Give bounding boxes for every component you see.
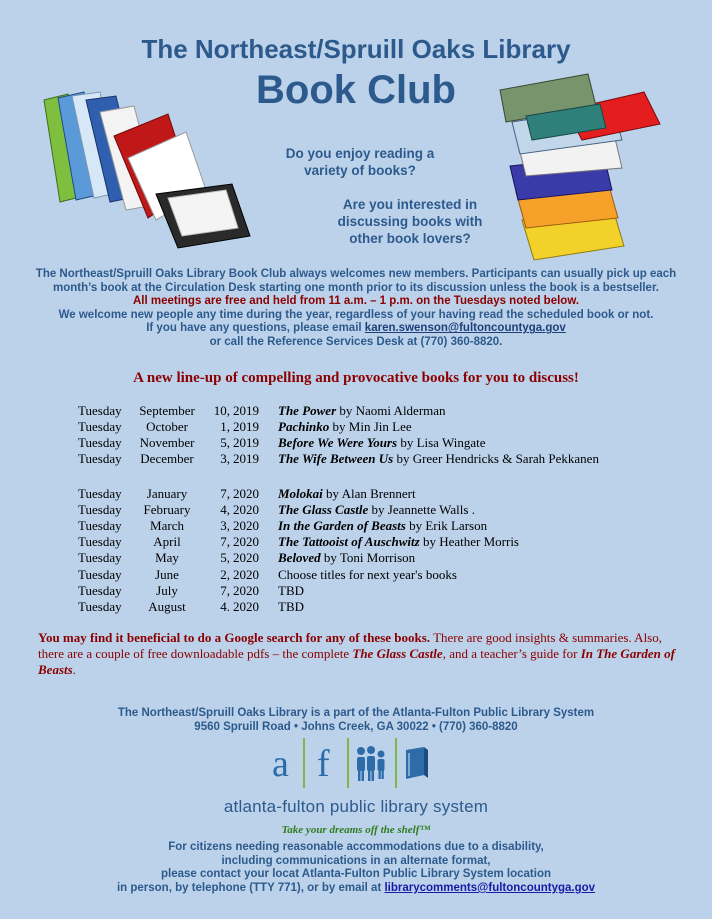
meeting-month: February: [143, 502, 191, 517]
meeting-day: Tuesday: [78, 435, 122, 450]
book-title: The Wife Between Us: [278, 451, 394, 466]
book-title: Beloved: [278, 550, 321, 565]
meeting-day: Tuesday: [78, 486, 122, 501]
question-discussing-books: [320, 196, 500, 247]
meeting-date: 7,: [220, 583, 230, 598]
book-entry: [278, 550, 415, 566]
accommodation-notice: [0, 841, 712, 895]
research-note-text: There are good insights & summaries. Also, there are a couple of free downloadable pdfs – the complete: [38, 630, 662, 661]
meeting-year: 2020: [233, 502, 259, 517]
meeting-month: August: [148, 599, 186, 614]
intro-line: month’s book at the Circulation Desk starting one month prior to its discussion unless the book is a bestseller.: [53, 281, 659, 294]
meeting-date: 5,: [220, 435, 230, 450]
meeting-date: 4,: [220, 502, 230, 517]
book-author: by Naomi Alderman: [336, 403, 446, 418]
intro-line: We welcome new people any time during the year, regardless of your having read the scheduled book or not.: [58, 308, 654, 321]
meeting-month: July: [156, 583, 178, 598]
contact-email-line: [20, 322, 692, 336]
research-note-bold: You may find it beneficial to do a Google search for any of these books.: [38, 630, 431, 645]
book-entry: [278, 419, 412, 435]
contact-email-link[interactable]: karen.swenson@fultoncountyga.gov: [364, 322, 566, 335]
meeting-year: 2019: [233, 435, 259, 450]
book-entry: [278, 567, 457, 583]
book-entry: [278, 435, 485, 451]
intro-paragraph: [20, 268, 692, 350]
meeting-month: January: [146, 486, 188, 501]
book-entry: [278, 451, 599, 467]
accommodation-line: For citizens needing reasonable accommodations due to a disability,: [168, 841, 544, 853]
meeting-day: Tuesday: [78, 518, 122, 533]
meeting-month: April: [153, 534, 181, 549]
meeting-day: Tuesday: [78, 583, 122, 598]
book-entry: [278, 403, 446, 419]
meeting-date: 3,: [220, 451, 230, 466]
footer-line: The Northeast/Spruill Oaks Library is a part of the Atlanta-Fulton Public Library System: [117, 707, 595, 719]
meeting-date: 1,: [220, 419, 230, 434]
meeting-year: 2020: [233, 518, 259, 533]
book-entry: [278, 583, 304, 599]
question-line: other book lovers?: [349, 231, 471, 246]
book-title: The Power: [278, 403, 337, 418]
meeting-year: 2020: [233, 486, 259, 501]
book-entry: [278, 518, 487, 534]
fanned-books-illustration: [36, 86, 266, 251]
meeting-year: 2020: [233, 599, 259, 614]
meeting-date: 2,: [220, 567, 230, 582]
logo-letter-a: a: [272, 743, 289, 785]
meeting-date: 3,: [220, 518, 230, 533]
logo-divider: [395, 738, 397, 788]
book-author: by Min Jin Lee: [329, 419, 412, 434]
book-title: Before We Were Yours: [278, 435, 398, 450]
meeting-year: 2020: [233, 534, 259, 549]
logo-divider: [303, 738, 305, 788]
meeting-day: Tuesday: [78, 599, 122, 614]
library-name-title: The Northeast/Spruill Oaks Library: [141, 34, 571, 64]
book-author: Choose titles for next year's books: [278, 567, 457, 582]
lineup-heading: A new line-up of compelling and provocative books for you to discuss!: [133, 370, 579, 386]
meeting-date: 7,: [220, 534, 230, 549]
book-title: Pachinko: [278, 419, 330, 434]
question-line: discussing books with: [337, 214, 483, 229]
meeting-year: 2019: [233, 419, 259, 434]
library-system-affiliation: [0, 706, 712, 734]
book-author: TBD: [278, 599, 304, 614]
library-comments-email-link[interactable]: librarycomments@fultoncountyga.gov: [384, 881, 596, 894]
meeting-day: Tuesday: [78, 567, 122, 582]
question-line: Are you interested in: [342, 197, 478, 212]
logo-letter-f: f: [317, 743, 330, 785]
book-entry: [278, 486, 416, 502]
book-title: The Glass Castle: [278, 502, 369, 517]
library-address: 9560 Spruill Road • Johns Creek, GA 30022 • (770) 360-8820: [194, 721, 518, 733]
meeting-month: September: [139, 403, 195, 418]
meeting-year: 2019: [233, 403, 259, 418]
book-author: by Greer Hendricks & Sarah Pekkanen: [393, 451, 599, 466]
book-icon: [403, 746, 431, 782]
reference-desk-line: or call the Reference Services Desk at (770) 360-8820.: [209, 335, 503, 348]
meeting-month: November: [139, 435, 195, 450]
book-author: by Lisa Wingate: [397, 435, 486, 450]
book-author: TBD: [278, 583, 304, 598]
meeting-day: Tuesday: [78, 451, 122, 466]
book-title: Molokai: [278, 486, 323, 501]
meeting-month: June: [155, 567, 179, 582]
research-note-text: .: [72, 662, 76, 677]
book-title: In the Garden of Beasts: [278, 518, 406, 533]
book-club-title: Book Club: [256, 68, 456, 112]
meeting-day: Tuesday: [78, 403, 122, 418]
meeting-month: October: [146, 419, 188, 434]
tagline: Take your dreams off the shelf™: [281, 824, 431, 836]
intro-line: The Northeast/Spruill Oaks Library Book Club always welcomes new members. Participants can usually pick up each: [35, 268, 677, 280]
meeting-year: 2019: [233, 451, 259, 466]
accommodation-email-line: [0, 882, 712, 896]
research-note-book: In The Garden of Beasts: [38, 646, 675, 677]
afpls-logo: [268, 736, 448, 788]
book-author: by Toni Morrison: [320, 550, 416, 565]
meeting-date: 4.: [220, 599, 230, 614]
book-title: The Tattooist of Auschwitz: [278, 534, 420, 549]
meeting-year: 2020: [233, 583, 259, 598]
accommodation-line: please contact your locat Atlanta-Fulton Public Library System location: [160, 868, 551, 881]
accommodation-line: including communications in an alternate format,: [221, 854, 491, 867]
book-author: by Heather Morris: [419, 534, 519, 549]
research-note: [38, 630, 678, 678]
research-note-text: , and a teacher’s guide for: [442, 646, 581, 661]
meeting-month: May: [155, 550, 179, 565]
question-line: variety of books?: [304, 163, 416, 178]
book-entry: [278, 502, 475, 518]
book-author: by Alan Brennert: [322, 486, 416, 501]
meeting-month: December: [140, 451, 194, 466]
meeting-year: 2020: [233, 567, 259, 582]
meeting-day: Tuesday: [78, 419, 122, 434]
library-system-name: atlanta-fulton public library system: [223, 797, 489, 816]
book-stack-illustration: [496, 70, 676, 262]
contact-text: If you have any questions, please email: [146, 322, 365, 335]
logo-divider: [347, 738, 349, 788]
meeting-day: Tuesday: [78, 502, 122, 517]
accommodation-text: in person, by telephone (TTY 771), or by email at: [116, 881, 385, 894]
meeting-year: 2020: [233, 550, 259, 565]
meeting-day: Tuesday: [78, 550, 122, 565]
research-note-book: The Glass Castle: [352, 646, 443, 661]
meeting-time-notice: All meetings are free and held from 11 a.m. – 1 p.m. on the Tuesdays noted below.: [132, 295, 580, 308]
book-author: by Jeannette Walls .: [368, 502, 475, 517]
book-author: by Erik Larson: [405, 518, 488, 533]
meeting-date: 10,: [213, 403, 230, 418]
question-reading-variety: [270, 145, 450, 179]
people-icon: [354, 746, 388, 782]
meeting-month: March: [150, 518, 184, 533]
meeting-date: 5,: [220, 550, 230, 565]
book-entry: [278, 599, 304, 615]
meeting-date: 7,: [220, 486, 230, 501]
question-line: Do you enjoy reading a: [285, 146, 435, 161]
book-entry: [278, 534, 519, 550]
meeting-day: Tuesday: [78, 534, 122, 549]
